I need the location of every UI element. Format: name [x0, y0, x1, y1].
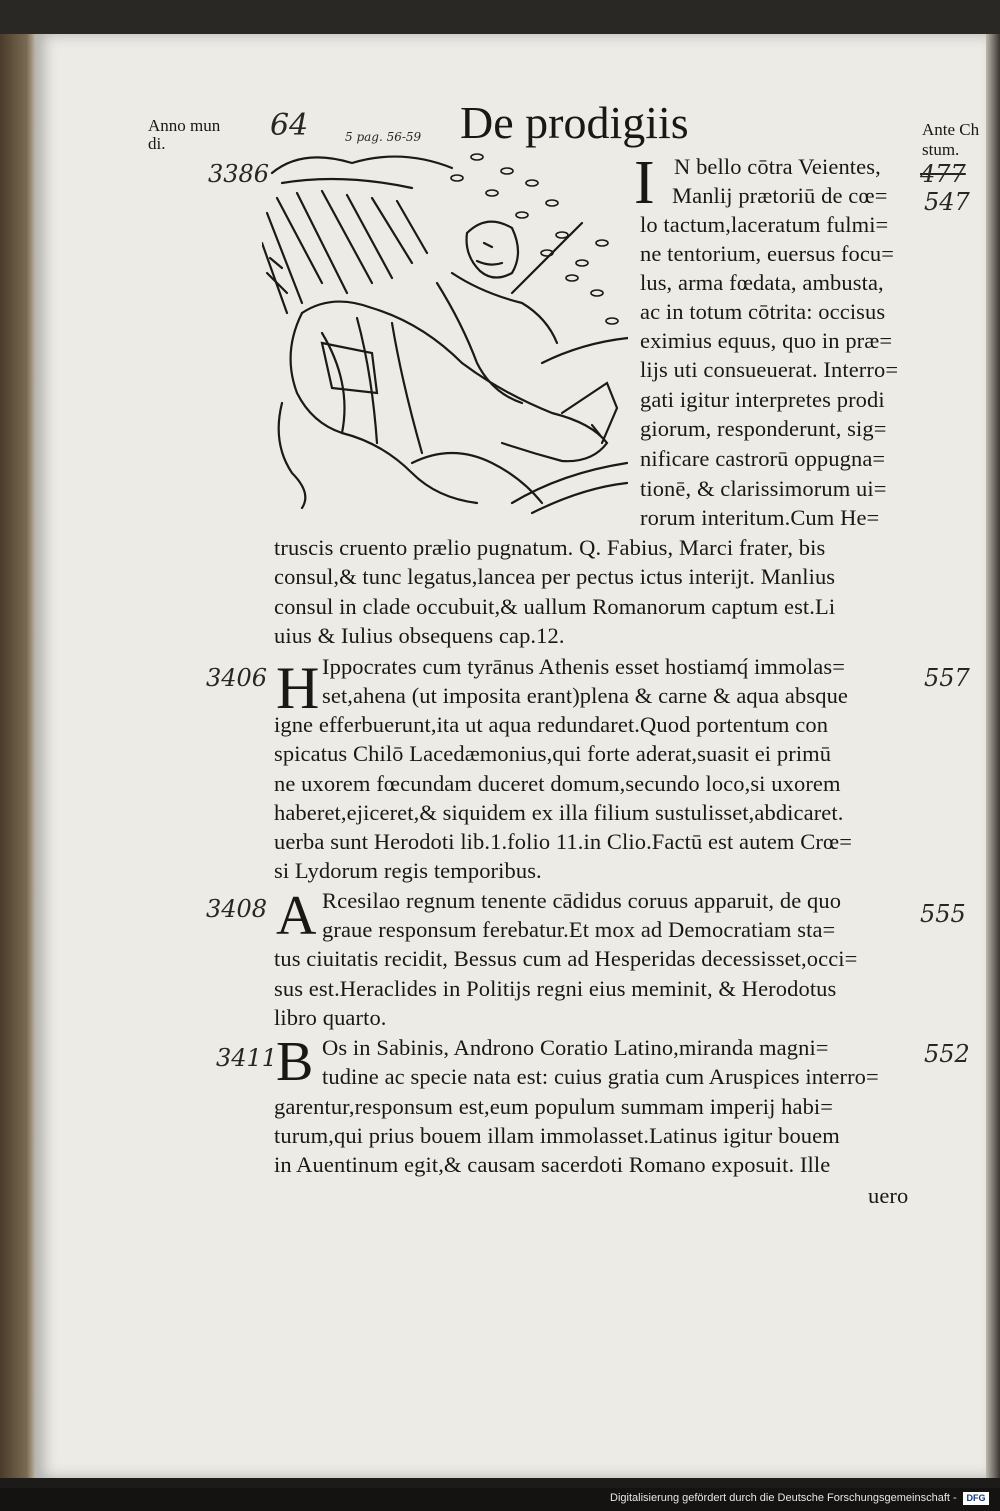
page-edge	[986, 34, 1000, 1478]
text-line: truscis cruento prælio pugnatum. Q. Fabius, Marci frater, bis	[274, 535, 826, 560]
text-line: set,ahena (ut imposita erant)plena & carne & aqua absque	[322, 683, 849, 708]
text-line: tudine ac specie nata est: cuius gratia cum Aruspices interro=	[322, 1064, 879, 1089]
text-line: garentur,responsum est,eum populum summam imperij habi=	[274, 1094, 834, 1119]
text-line: si Lydorum regis temporibus.	[274, 858, 542, 883]
text-line: rorum interitum.Cum He=	[640, 505, 880, 530]
text-line: gati igitur interpretes prodi	[640, 387, 885, 412]
text-line: Manlij prætoriū de cœ=	[672, 183, 888, 208]
initial-I: I	[634, 149, 655, 217]
text-line: eximius equus, quo in præ=	[640, 328, 893, 353]
woodcut-illustration-icon	[262, 143, 628, 517]
text-line: Rcesilao regnum tenente cādidus coruus apparuit, de quo	[322, 888, 842, 913]
text-line: tus ciuitatis recidit, Bessus cum ad Hesperidas decessisset,occi=	[274, 946, 858, 971]
text-line: nificare castrorū oppugna=	[640, 446, 886, 471]
text-line: spicatus Chilō Lacedæmonius,qui forte aderat,suasit ei primū	[274, 741, 832, 766]
text-line: haberet,ejiceret,& siquidem ex illa filium sustulisset,abdicaret.	[274, 800, 844, 825]
margin-bc-2: 557	[924, 664, 970, 692]
footer-credit: Digitalisierung gefördert durch die Deutsche Forschungsgemeinschaft -	[610, 1492, 957, 1504]
text-line: ne tentorium, euersus focu=	[640, 241, 895, 266]
text-line: tionē, & clarissimorum ui=	[640, 476, 887, 501]
margin-bc-4: 552	[924, 1040, 970, 1068]
margin-year-2: 3406	[206, 664, 268, 692]
header-anno-label-2: di.	[148, 134, 166, 153]
text-line: ac in totum cōtrita: occisus	[640, 299, 886, 324]
dfg-logo-icon: DFG	[963, 1492, 989, 1505]
initial-A: A	[276, 885, 317, 947]
book-spine	[0, 34, 38, 1478]
scan-background-top	[0, 0, 1000, 34]
text-line: consul,& tunc legatus,lancea per pectus ictus interijt. Manlius	[274, 564, 836, 589]
text-line: turum,qui prius bouem illam immolasset.Latinus igitur bouem	[274, 1123, 840, 1148]
header-ante-label-2: stum.	[922, 140, 960, 159]
margin-bc-1: 547	[924, 188, 970, 216]
catchword: uero	[868, 1183, 909, 1208]
text-line: Ippocrates cum tyrānus Athenis esset hostiamq́ immolas=	[322, 654, 845, 679]
margin-bc-struck-1: 477	[920, 160, 966, 188]
text-line: ne uxorem fœcundam duceret domum,secundo loco,si uxorem	[274, 771, 841, 796]
initial-B: B	[276, 1031, 314, 1093]
text-line: igne efferbuerunt,ita ut aqua redundaret.Quod portentum con	[274, 712, 829, 737]
text-line: giorum, responderunt, sig=	[640, 416, 887, 441]
text-line: lo tactum,laceratum fulmi=	[640, 212, 889, 237]
text-line: Os in Sabinis, Androno Coratio Latino,miranda magni=	[322, 1035, 829, 1060]
margin-year-1: 3386	[208, 160, 270, 188]
page-number: 64	[270, 108, 309, 143]
text-line: graue responsum ferebatur.Et mox ad Democratiam sta=	[322, 917, 836, 942]
text-line: N bello cōtra Veientes,	[674, 154, 881, 179]
handwritten-reference-note: 5 pag. 56-59	[345, 130, 422, 144]
text-line: in Auentinum egit,& causam sacerdoti Romano exposuit. Ille	[274, 1152, 831, 1177]
text-line: libro quarto.	[274, 1005, 387, 1030]
header-anno-label: Anno mun	[148, 116, 221, 135]
page-title: De prodigiis	[460, 97, 689, 148]
text-line: sus est.Heraclides in Politijs regni eius meminit, & Herodotus	[274, 976, 837, 1001]
text-line: uerba sunt Herodoti lib.1.folio 11.in Clio.Factū est autem Crœ=	[274, 829, 853, 854]
text-line: consul in clade occubuit,& uallum Romanorum captum est.Li	[274, 594, 836, 619]
text-line: lus, arma fœdata, ambusta,	[640, 270, 884, 295]
text-line: uius & Iulius obsequens cap.12.	[274, 623, 565, 648]
margin-year-3: 3408	[206, 895, 268, 923]
margin-bc-3: 555	[920, 900, 966, 928]
margin-year-4: 3411	[216, 1044, 278, 1072]
header-ante-label: Ante Ch	[922, 120, 980, 139]
initial-H: H	[276, 655, 320, 721]
text-line: lijs uti consueuerat. Interro=	[640, 357, 899, 382]
